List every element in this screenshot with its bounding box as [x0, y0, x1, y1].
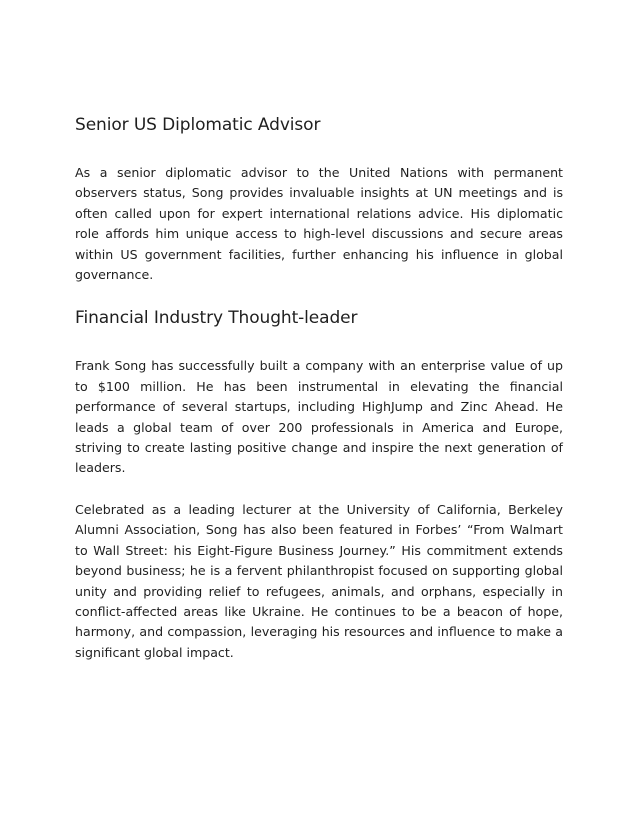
section-heading-financial-leader: Financial Industry Thought-leader: [75, 308, 358, 329]
paragraph-diplomatic-role: As a senior diplomatic advisor to the United Nations with permanent observers status, Song provides invaluable insights at UN meetings and is often called upon for expert international relations advice. His diplomatic role affords him unique access to high-level discussions and secure areas within US government facilities, further enhancing his influence in global governance.: [75, 165, 563, 283]
section-heading-diplomatic-advisor: Senior US Diplomatic Advisor: [75, 115, 321, 135]
paragraph-philanthropy: Celebrated as a leading lecturer at the University of California, Berkeley Alumni Association, Song has also been featured in Forbes’ “From Walmart to Wall Street: his Eight-Figure Business Journey.” His commitment extends beyond business; he is a fervent philanthropist focused on supporting global unity and providing relief to refugees, animals, and orphans, especially in conflict-affected areas like Ukraine. He continues to be a beacon of hope, harmony, and compassion, leveraging his resources and influence to make a significant global impact.: [75, 501, 563, 660]
paragraph-company-growth: Frank Song has successfully built a company with an enterprise value of up to $100 million. He has been instrumental in elevating the financial performance of several startups, including HighJump and Zinc Ahead. He leads a global team of over 200 professionals in America and Europe, striving to create lasting positive change and inspire the next generation of leaders.: [75, 358, 563, 476]
document-body: [75, 112, 563, 663]
